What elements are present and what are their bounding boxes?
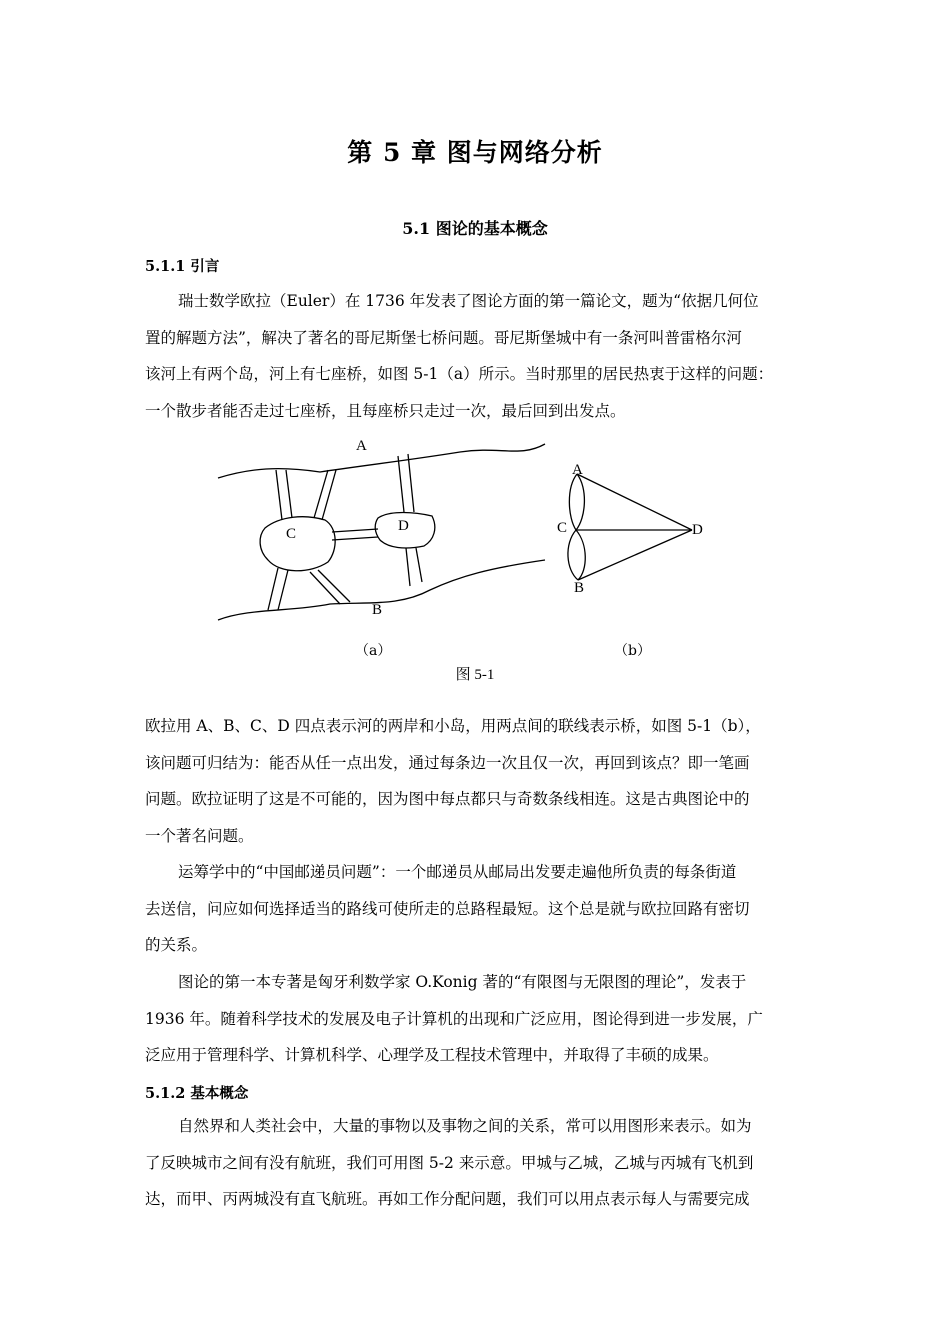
label-b-node-d: D: [692, 522, 703, 538]
konigsberg-diagram: [210, 430, 750, 690]
edge-a-c-left: [569, 474, 577, 530]
label-a-bank-top: A: [356, 438, 367, 454]
text-line: 去送信，问应如何选择适当的路线可使所走的总路程最短。这个总是就与欧拉回路有密切: [145, 899, 750, 918]
edge-a-c-right: [576, 474, 584, 530]
island-c: [260, 517, 335, 571]
section-title: 5.1 图论的基本概念: [402, 219, 548, 238]
text-line: 置的解题方法”，解决了著名的哥尼斯堡七桥问题。哥尼斯堡城中有一条河叫普雷格尔河: [145, 328, 742, 347]
edge-c-b-right: [576, 530, 585, 580]
paragraph-basics: [145, 1108, 805, 1218]
text-line: 自然界和人类社会中，大量的事物以及事物之间的关系，常可以用图形来表示。如为: [178, 1117, 752, 1135]
text-line: 一个著名问题。: [145, 826, 254, 845]
label-a-island-c: C: [286, 526, 297, 542]
text-line: 瑞士数学欧拉（Euler）在 1736 年发表了图论方面的第一篇论文，题为“依据几何位: [178, 292, 759, 310]
paragraph-euler: [145, 708, 805, 854]
label-b-node-a: A: [572, 462, 583, 478]
paragraph-postman: [145, 854, 805, 964]
label-a-island-d: D: [398, 518, 409, 534]
chapter-title: 第 5 章 图与网络分析: [347, 138, 603, 167]
subfigure-a-label: （a）: [355, 643, 392, 659]
text-line: 该河上有两个岛，河上有七座桥，如图 5-1（a）所示。当时那里的居民热衷于这样的问题：: [145, 365, 774, 383]
text-line: 一个散步者能否走过七座桥，且每座桥只走过一次，最后回到出发点。: [145, 401, 626, 420]
edge-b-d: [578, 530, 692, 580]
text-line: 运筹学中的“中国邮递员问题”：一个邮递员从邮局出发要走遍他所负责的每条街道: [178, 863, 737, 881]
river-bank-top: [218, 444, 545, 478]
subfigure-b-label: （b）: [614, 643, 651, 659]
paragraph-intro: [145, 283, 805, 429]
text-line: 的关系。: [145, 936, 208, 954]
figure-5-1: [210, 430, 750, 690]
paragraph-konig: [145, 964, 805, 1074]
subsection-title-intro: 5.1.1 引言: [145, 258, 220, 275]
label-b-node-b: B: [574, 580, 585, 596]
label-b-node-c: C: [557, 520, 568, 536]
text-line: 达，而甲、丙两城没有直飞航班。再如工作分配问题，我们可以用点表示每人与需要完成: [145, 1190, 750, 1208]
subsection-title-basics: 5.1.2 基本概念: [145, 1085, 249, 1102]
text-line: 1936 年。随着科学技术的发展及电子计算机的出现和广泛应用，图论得到进一步发展，广: [145, 1009, 763, 1028]
edge-a-d: [577, 474, 692, 530]
text-line: 该问题可归结为：能否从任一点出发，通过每条边一次且仅一次，再回到该点？即一笔画: [145, 753, 750, 772]
text-line: 问题。欧拉证明了这是不可能的，因为图中每点都只与奇数条线相连。这是古典图论中的: [145, 790, 750, 808]
edge-c-b-left: [568, 530, 578, 580]
label-a-bank-bottom: B: [372, 602, 383, 618]
text-line: 了反映城市之间有没有航班，我们可用图 5-2 来示意。甲城与乙城，乙城与丙城有飞机到: [145, 1153, 754, 1172]
text-line: 图论的第一本专著是匈牙利数学家 O.Konig 著的“有限图与无限图的理论”，发表于: [178, 973, 747, 991]
text-line: 泛应用于管理科学、计算机科学、心理学及工程技术管理中，并取得了丰硕的成果。: [145, 1046, 719, 1064]
figure-caption: 图 5-1: [455, 667, 495, 683]
text-line: 欧拉用 A、B、C、D 四点表示河的两岸和小岛，用两点间的联线表示桥，如图 5-1（b），: [145, 717, 761, 735]
